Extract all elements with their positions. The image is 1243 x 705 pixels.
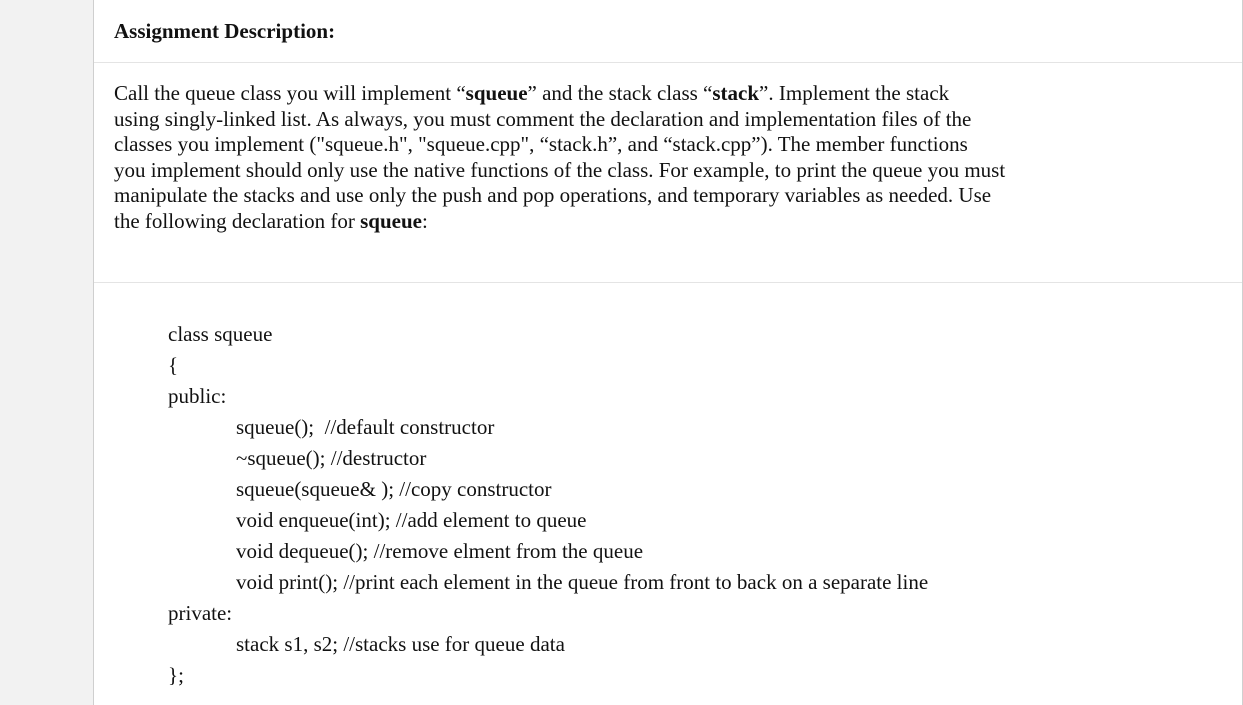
paragraph-text: classes you implement ("squeue.h", "squeue.cpp", “stack.h”, and “stack.cpp”). The member functions: [114, 132, 968, 156]
paragraph-text: manipulate the stacks and use only the push and pop operations, and temporary variables as needed. Use: [114, 183, 992, 207]
code-declaration: [168, 319, 928, 691]
code-line: squeue(); //default constructor: [236, 415, 495, 439]
left-gutter: [0, 0, 94, 705]
paragraph-line: [114, 81, 1214, 107]
assignment-heading: Assignment Description:: [114, 19, 336, 43]
paragraph-line: [114, 183, 1214, 209]
code-line: private:: [168, 601, 233, 625]
code-line: squeue(squeue& ); //copy constructor: [236, 477, 552, 501]
code-line: };: [168, 663, 184, 687]
code-line: void print(); //print each element in the queue from front to back on a separate line: [236, 570, 929, 594]
paragraph-text: :: [421, 208, 428, 233]
bold-term: squeue: [465, 81, 528, 105]
paragraph-text: you implement should only use the native functions of the class. For example, to print the queue you must: [114, 157, 1006, 182]
bold-term: stack: [712, 81, 760, 105]
description-paragraph: [114, 81, 1214, 234]
code-line: {: [168, 353, 179, 377]
bold-term: squeue: [360, 208, 422, 233]
paragraph-text: the following declaration for: [114, 208, 361, 233]
heading-divider: [94, 62, 1242, 63]
code-line: ~squeue(); //destructor: [236, 446, 427, 470]
paragraph-line: [114, 107, 1214, 133]
code-line: stack s1, s2; //stacks use for queue data: [236, 632, 565, 656]
paragraph-text: ”. Implement the stack: [759, 81, 950, 105]
paragraph-line: [114, 209, 1214, 235]
paragraph-line: [114, 132, 1214, 158]
content-area: [94, 0, 1242, 705]
paragraph-text: using singly-linked list. As always, you must comment the declaration and implementation files of the: [114, 106, 972, 131]
code-line: public:: [168, 384, 227, 408]
paragraph-text: ” and the stack class “: [527, 81, 713, 105]
paragraph-text: Call the queue class you will implement “: [114, 81, 466, 105]
code-line: void dequeue(); //remove elment from the queue: [236, 539, 644, 563]
paragraph-line: [114, 158, 1214, 184]
code-line: void enqueue(int); //add element to queue: [236, 508, 587, 532]
code-line: class squeue: [168, 322, 273, 346]
section-divider: [94, 282, 1242, 283]
